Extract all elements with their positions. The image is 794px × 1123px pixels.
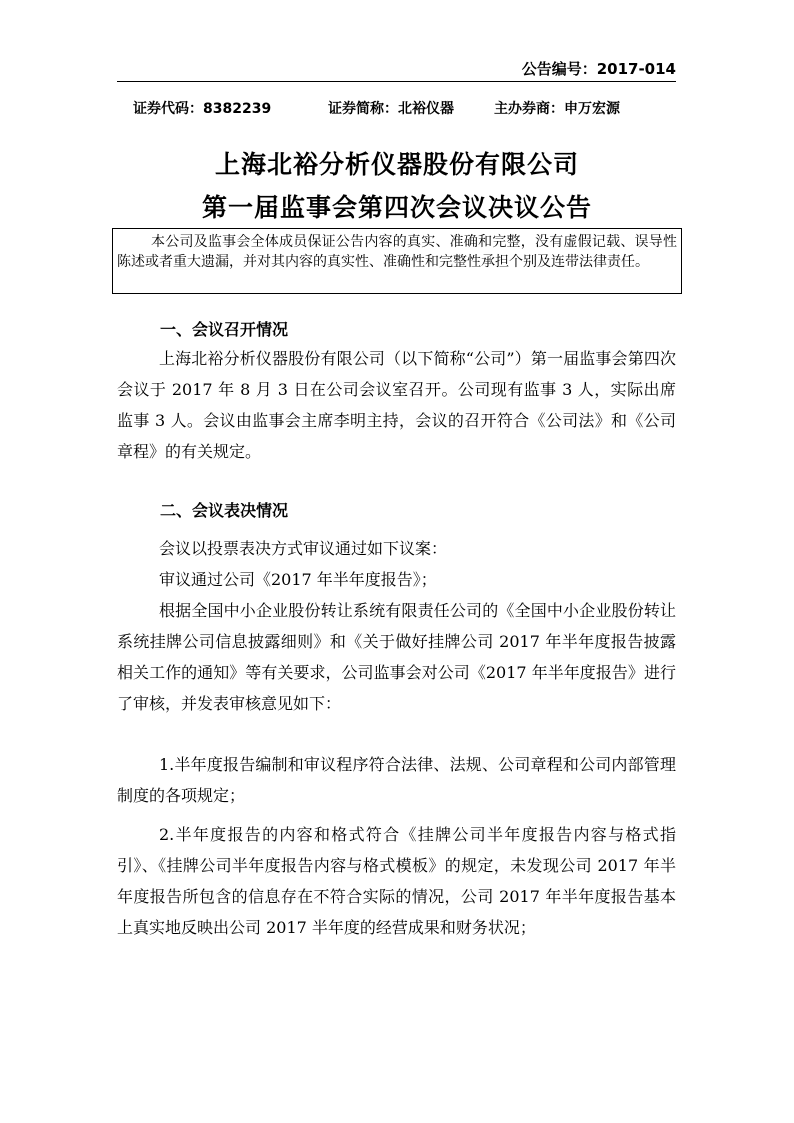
section2-paragraph-5: 2.半年度报告的内容和格式符合《挂牌公司半年度报告内容与格式指引》、《挂牌公司半年度报告内容与格式模板》的规定，未发现公司 2017 年半年度报告所包含的信息存在不符合实际的情况，公司 2017 年半年度报告基本上真实地反映出公司 2017 半年度的经营成果和财务状况； bbox=[117, 825, 676, 937]
disclaimer-text: 本公司及监事会全体成员保证公告内容的真实、准确和完整，没有虚假记载、误导性陈述或者重大遗漏，并对其内容的真实性、准确性和完整性承担个别及连带法律责任。 bbox=[117, 234, 677, 270]
section2-paragraph-4: 1.半年度报告编制和审议程序符合法律、法规、公司章程和公司内部管理制度的各项规定； bbox=[117, 755, 676, 805]
section2-paragraph-3: 根据全国中小企业股份转让系统有限责任公司的《全国中小企业股份转让系统挂牌公司信息披露细则》和《关于做好挂牌公司 2017 年半年度报告披露相关工作的通知》等有关要求，公司监事会对公司《2017 年半年度报告》进行了审核，并发表审核意见如下： bbox=[117, 601, 676, 713]
announcement-title: 第一届监事会第四次会议决议公告 bbox=[201, 193, 592, 222]
security-short-name: 证券简称：北裕仪器 bbox=[328, 101, 454, 117]
disclaimer-box bbox=[112, 228, 682, 294]
announcement-number: 公告编号：2017-014 bbox=[521, 60, 676, 78]
section2-heading: 二、会议表决情况 bbox=[160, 501, 289, 520]
security-info-line bbox=[133, 98, 678, 118]
section2-paragraph-1: 会议以投票表决方式审议通过如下议案： bbox=[159, 539, 448, 558]
section2-paragraph-2: 审议通过公司《2017 年半年度报告》； bbox=[159, 570, 437, 589]
sponsor-broker: 主办券商：申万宏源 bbox=[494, 101, 620, 117]
section1-paragraph: 上海北裕分析仪器股份有限公司（以下简称“公司”）第一届监事会第四次会议于 2017 年 8 月 3 日在公司会议室召开。公司现有监事 3 人，实际出席监事 3 人。会议由监事会主席李明主持，会议的召开符合《公司法》和《公司章程》的有关规定。 bbox=[117, 349, 676, 461]
header-divider bbox=[117, 81, 676, 82]
section1-heading: 一、会议召开情况 bbox=[160, 320, 289, 339]
security-code: 证券代码：8382239 bbox=[133, 101, 272, 117]
company-title: 上海北裕分析仪器股份有限公司 bbox=[214, 150, 579, 179]
